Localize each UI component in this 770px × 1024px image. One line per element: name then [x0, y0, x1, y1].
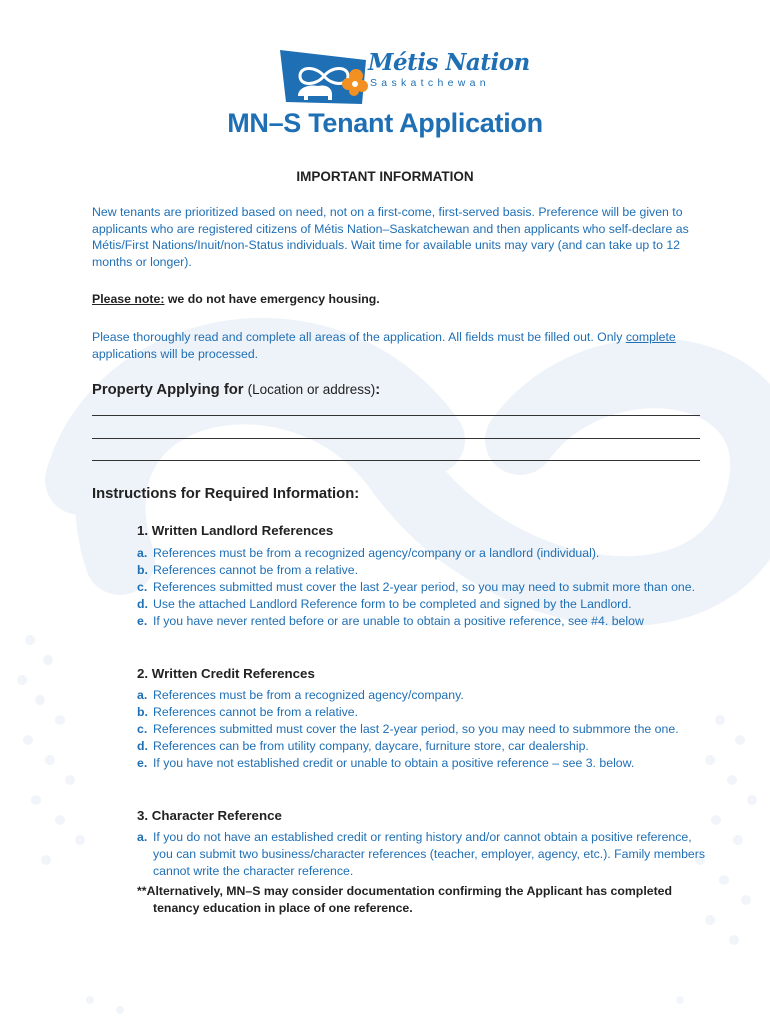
- logo-name: Métis Nation: [368, 49, 530, 76]
- list-marker: a.: [137, 546, 148, 560]
- property-colon: :: [375, 382, 381, 398]
- credit-list: [137, 687, 705, 772]
- section-title-character: 3. Character Reference: [137, 808, 282, 823]
- alternative-note: [137, 883, 717, 917]
- list-marker: e.: [137, 755, 148, 770]
- list-text: If you do not have an established credit or renting history and/or cannot obtain a positive reference, you can submit two business/character references (teacher, employer, agency, etc.). Family members cannot write the character reference.: [153, 830, 705, 878]
- list-text: References can be from utility company, daycare, furniture store, car dealership.: [153, 738, 589, 753]
- property-label: Property Applying for: [92, 382, 248, 398]
- list-marker: b.: [137, 562, 148, 577]
- list-item: [137, 545, 705, 562]
- list-item: [137, 829, 705, 880]
- instructions-heading: Instructions for Required Information:: [92, 486, 360, 502]
- read-paragraph: [92, 329, 704, 362]
- property-line-1[interactable]: [92, 415, 700, 416]
- page-title: MN–S Tenant Application: [227, 108, 543, 138]
- list-item: [137, 738, 705, 755]
- list-text: References must be from a recognized agency/company.: [153, 688, 464, 702]
- list-text: References cannot be from a relative.: [153, 562, 359, 577]
- list-marker: c.: [137, 721, 148, 736]
- list-item: [137, 755, 705, 772]
- list-item: [137, 613, 705, 630]
- list-text: References cannot be from a relative.: [153, 704, 359, 719]
- list-item: [137, 721, 705, 738]
- property-line-3[interactable]: [92, 460, 700, 461]
- list-text: References must be from a recognized agency/company or a landlord (individual).: [153, 546, 600, 560]
- list-text: Use the attached Landlord Reference form to be completed and signed by the Landlord.: [153, 596, 632, 611]
- list-marker: c.: [137, 579, 148, 594]
- emergency-note: [92, 292, 380, 306]
- read-underlined: complete: [625, 330, 676, 344]
- character-list: [137, 829, 705, 880]
- important-paragraph: New tenants are prioritized based on need, not on a first-come, first-served basis. Preference will be given to applicants who are registered citizens of Métis Nation–Saskatchewan and then applicants who self-declare as Métis/First Nations/Inuit/non-Status individuals. Wait time for available units may vary (and can take up to 12 months or longer).: [92, 205, 689, 269]
- landlord-list: [137, 545, 705, 630]
- list-item: [137, 579, 705, 596]
- logo-subtitle: Saskatchewan: [370, 77, 490, 89]
- list-marker: e.: [137, 613, 148, 628]
- logo-wordmark: [368, 50, 530, 90]
- section-title-credit: 2. Written Credit References: [137, 666, 315, 681]
- list-text: References submitted must cover the last 2-year period, so you may need to submmore the one.: [153, 721, 679, 736]
- list-item: [137, 596, 705, 613]
- alternative-line-2: tenancy education in place of one reference.: [153, 901, 413, 915]
- section-title-landlord: 1. Written Landlord References: [137, 523, 334, 538]
- read-before: Please thoroughly read and complete all areas of the application. All fields must be filled out. Only: [92, 330, 626, 344]
- list-marker: a.: [137, 688, 148, 702]
- note-text: we do not have emergency housing.: [164, 292, 380, 306]
- note-label: Please note:: [92, 292, 165, 306]
- important-heading: IMPORTANT INFORMATION: [296, 169, 474, 184]
- list-marker: d.: [137, 738, 148, 753]
- property-heading: [92, 382, 380, 398]
- list-text: If you have not established credit or unable to obtain a positive reference – see 3. below.: [153, 755, 635, 770]
- list-text: References submitted must cover the last 2-year period, so you may need to submit more than one.: [153, 579, 696, 594]
- list-item: [137, 562, 705, 579]
- property-hint: (Location or address): [247, 382, 376, 397]
- read-after: applications will be processed.: [92, 346, 259, 361]
- property-line-2[interactable]: [92, 438, 700, 439]
- list-marker: a.: [137, 830, 148, 844]
- list-marker: b.: [137, 704, 148, 719]
- list-text: If you have never rented before or are unable to obtain a positive reference, see #4. below: [153, 613, 644, 628]
- list-item: [137, 687, 705, 704]
- alternative-line-1: **Alternatively, MN–S may consider documentation confirming the Applicant has completed: [137, 884, 673, 898]
- list-item: [137, 704, 705, 721]
- list-marker: d.: [137, 596, 148, 611]
